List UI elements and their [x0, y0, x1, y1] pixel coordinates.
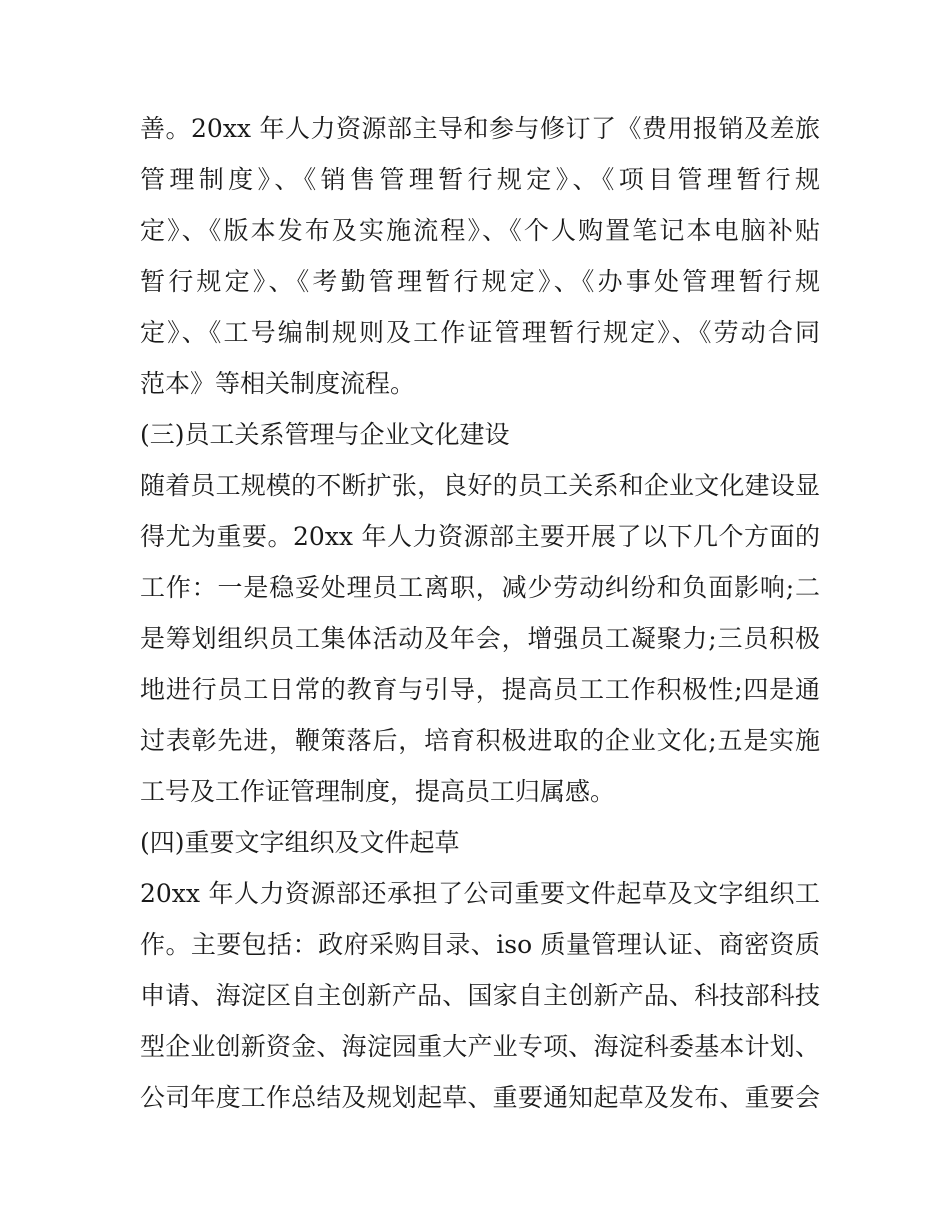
text-line: 善。20xx 年人力资源部主导和参与修订了《费用报销及差旅 — [140, 114, 820, 143]
text-line: 定》、《版本发布及实施流程》、《个人购置笔记本电脑补贴 — [140, 216, 820, 245]
section-heading-3: (三)员工关系管理与企业文化建设 — [140, 420, 510, 449]
section-heading-4: (四)重要文字组织及文件起草 — [140, 828, 460, 857]
text-line: 是筹划组织员工集体活动及年会，增强员工凝聚力;三员积极 — [140, 624, 820, 653]
text-line: 管理制度》、《销售管理暂行规定》、《项目管理暂行规 — [140, 165, 820, 194]
text-line: 型企业创新资金、海淀园重大产业专项、海淀科委基本计划、 — [140, 1032, 820, 1061]
document-body — [140, 103, 820, 1123]
text-line: 地进行员工日常的教育与引导，提高员工工作积极性;四是通 — [140, 675, 820, 704]
text-line: 公司年度工作总结及规划起草、重要通知起草及发布、重要会 — [140, 1083, 820, 1112]
text-line: 暂行规定》、《考勤管理暂行规定》、《办事处管理暂行规 — [140, 267, 820, 296]
text-line: 过表彰先进，鞭策落后，培育积极进取的企业文化;五是实施 — [140, 726, 820, 755]
text-line: 定》、《工号编制规则及工作证管理暂行规定》、《劳动合同 — [140, 318, 820, 347]
text-line: 20xx 年人力资源部还承担了公司重要文件起草及文字组织工 — [140, 879, 820, 908]
text-line: 申请、海淀区自主创新产品、国家自主创新产品、科技部科技 — [140, 981, 820, 1010]
text-line: 随着员工规模的不断扩张，良好的员工关系和企业文化建设显 — [140, 471, 820, 500]
text-line: 工作：一是稳妥处理员工离职，减少劳动纠纷和负面影响;二 — [140, 573, 820, 602]
text-line: 范本》等相关制度流程。 — [140, 369, 416, 398]
text-line: 工号及工作证管理制度，提高员工归属感。 — [140, 777, 616, 806]
text-line: 得尤为重要。20xx 年人力资源部主要开展了以下几个方面的 — [140, 522, 820, 551]
text-line: 作。主要包括：政府采购目录、iso 质量管理认证、商密资质 — [140, 930, 820, 959]
